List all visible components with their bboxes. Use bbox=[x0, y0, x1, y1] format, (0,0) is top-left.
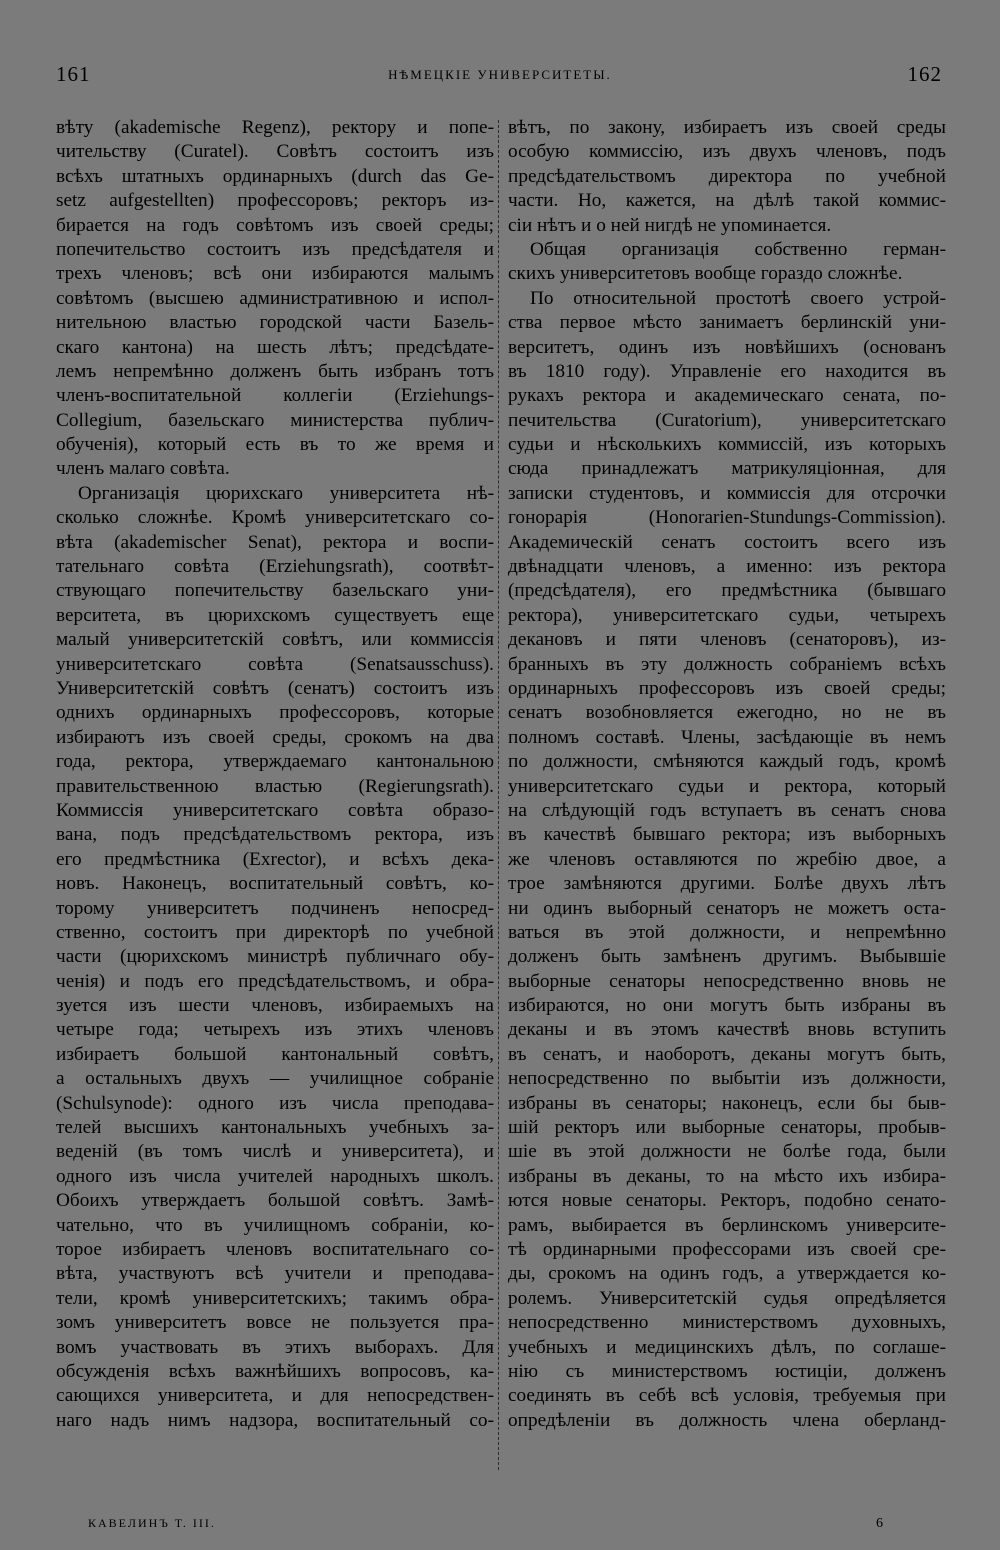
text-line: веденій (въ томъ числѣ и университета), и bbox=[56, 1141, 494, 1163]
text-line: правительственною властью (Regierungsrath). bbox=[56, 775, 494, 797]
text-line: Обоихъ утверждаетъ большой совѣтъ. Замѣ- bbox=[56, 1190, 494, 1212]
text-line: соединять въ себѣ всѣ условія, требуемыя при bbox=[508, 1385, 946, 1407]
text-line: нительною властью городской части Базель- bbox=[56, 312, 494, 334]
text-line: лемъ непремѣнно долженъ быть избранъ тотъ bbox=[56, 360, 494, 382]
running-title: НѢМЕЦКІЕ УНИВЕРСИТЕТЫ. bbox=[388, 67, 612, 82]
text-line: избраны въ сенаторы; наконецъ, если бы быв- bbox=[508, 1092, 946, 1114]
text-line: setz aufgestellten) профессоровъ; ректоръ из- bbox=[56, 190, 494, 212]
text-line: обученія), который есть въ то же время и bbox=[56, 434, 494, 456]
text-line: на слѣдующій годъ вступаетъ въ сенатъ снова bbox=[508, 799, 946, 821]
text-line: трое замѣняются другими. Болѣе двухъ лѣтъ bbox=[508, 873, 946, 895]
text-line: въ сенатъ, и наоборотъ, деканы могутъ быть, bbox=[508, 1043, 946, 1065]
text-line: шіе въ этой должности не болѣе года, были bbox=[508, 1141, 946, 1163]
text-line: въ качествѣ бывшаго ректора; изъ выборныхъ bbox=[508, 824, 946, 846]
text-line: чительству (Curatel). Совѣтъ состоитъ изъ bbox=[56, 141, 494, 163]
text-line: зуется изъ шести членовъ, избираемыхъ на bbox=[56, 995, 494, 1017]
text-line: двѣнадцати членовъ, а именно: изъ ректора bbox=[508, 556, 946, 578]
text-line: сюда принадлежатъ матрикуляціонная, для bbox=[508, 458, 946, 480]
text-line: сающихся университета, и для непосредствен- bbox=[56, 1385, 494, 1407]
text-line: Коммиссія университетскаго совѣта образо- bbox=[56, 799, 494, 821]
text-line: полномъ составѣ. Члены, засѣдающіе въ немъ bbox=[508, 726, 946, 748]
text-line: его предмѣстника (Exrector), и всѣхъ дека- bbox=[56, 848, 494, 870]
text-line: всѣхъ штатныхъ ординарныхъ (durch das Ge- bbox=[56, 165, 494, 187]
text-line: верситета, въ цюрихскомъ существуетъ еще bbox=[56, 604, 494, 626]
text-line: нію съ министерствомъ юстиціи, долженъ bbox=[508, 1360, 946, 1382]
text-line: тательнаго совѣта (Erziehungsrath), соотвѣт- bbox=[56, 556, 494, 578]
right-text-column bbox=[508, 116, 946, 1433]
text-line: совѣтомъ (высшею административною и испол- bbox=[56, 287, 494, 309]
text-line: опредѣленіи въ должность члена оберланд- bbox=[508, 1409, 946, 1431]
text-line: части (цюрихскомъ министрѣ публичнаго обу- bbox=[56, 946, 494, 968]
text-line: предсѣдательствомъ директора по учебной bbox=[508, 165, 946, 187]
text-line: учебныхъ и медицинскихъ дѣлъ, по соглаше- bbox=[508, 1336, 946, 1358]
text-line: ваться въ этой должности, и непремѣнно bbox=[508, 921, 946, 943]
page-number-left: 161 bbox=[56, 62, 91, 86]
text-line: однихъ ординарныхъ профессоровъ, которые bbox=[56, 702, 494, 724]
text-line: сколько сложнѣе. Кромѣ университетскаго со- bbox=[56, 507, 494, 529]
text-line: обсужденія всѣхъ важнѣйшихъ вопросовъ, ка- bbox=[56, 1360, 494, 1382]
text-line: ственно, состоитъ при директорѣ по учебной bbox=[56, 921, 494, 943]
text-line: университетскаго совѣта (Senatsausschuss). bbox=[56, 653, 494, 675]
text-line: вѣту (akademische Regenz), ректору и попе- bbox=[56, 117, 494, 138]
text-line: рукахъ ректора и академическаго сената, по- bbox=[508, 385, 946, 407]
text-line: (Schulsynode): одного изъ числа преподава- bbox=[56, 1092, 494, 1114]
text-line: (предсѣдателя), его предмѣстника (бывшаго bbox=[508, 580, 946, 602]
text-line: сіи нѣтъ и о ней нигдѣ не упоминается. bbox=[508, 214, 832, 236]
text-line: декановъ и пяти членовъ (сенаторовъ), из- bbox=[508, 629, 946, 651]
text-line: бранныхъ въ эту должность собраніемъ всѣхъ bbox=[508, 653, 946, 675]
text-line: ченія) и подъ его предсѣдательствомъ, и обра- bbox=[56, 970, 494, 992]
text-line: одного изъ числа учителей народныхъ школъ. bbox=[56, 1165, 494, 1187]
text-line: тѣ ординарными профессорами изъ своей сре- bbox=[508, 1238, 946, 1260]
text-line: избраны въ деканы, то на мѣсто ихъ избира- bbox=[508, 1165, 946, 1187]
text-line: гонорарія (Honorarien-Stundungs-Commission). bbox=[508, 507, 946, 529]
text-line: въ 1810 году). Управленіе его находится въ bbox=[508, 360, 946, 382]
left-text-column bbox=[56, 116, 494, 1433]
text-line: Collegium, базельскаго министерства публич- bbox=[56, 409, 494, 431]
text-line: деканы и въ этомъ качествѣ вновь вступить bbox=[508, 1019, 946, 1041]
text-line: непосредственно по выбытіи изъ должности, bbox=[508, 1068, 946, 1090]
text-line: избираются, но они могутъ быть избраны въ bbox=[508, 995, 946, 1017]
text-line: ординарныхъ профессоровъ изъ своей среды; bbox=[508, 677, 946, 699]
text-line: По относительной простотѣ своего устрой- bbox=[530, 287, 946, 309]
text-line: зомъ университетъ вовсе не пользуется пра- bbox=[56, 1312, 494, 1334]
text-line: тели, кромѣ университетскихъ; такимъ обра- bbox=[56, 1287, 494, 1309]
text-line: долженъ быть замѣненъ другимъ. Выбывшіе bbox=[508, 946, 946, 968]
text-line: торому университетъ подчиненъ непосред- bbox=[56, 897, 494, 919]
text-line: ствующаго попечительству базельскаго уни- bbox=[56, 580, 494, 602]
text-line: Организація цюрихскаго университета нѣ- bbox=[78, 482, 494, 504]
text-line: Общая организація собственно герман- bbox=[530, 238, 946, 260]
text-line: наго надъ нимъ надзора, воспитательный со- bbox=[56, 1409, 494, 1431]
footer-signature: КАВЕЛИНЪ Т. III. bbox=[88, 1516, 216, 1530]
text-line: избираетъ большой кантональный совѣтъ, bbox=[56, 1043, 494, 1065]
text-line: скаго кантона) на шесть лѣтъ; предсѣдате- bbox=[56, 336, 494, 358]
text-line: записки студентовъ, и коммиссія для отсрочки bbox=[508, 482, 946, 504]
text-line: вѣтъ, по закону, избираетъ изъ своей среды bbox=[508, 117, 946, 138]
text-line: Университетскій совѣтъ (сенатъ) состоитъ изъ bbox=[56, 677, 494, 699]
text-line: же членовъ оставляются по жребію двое, а bbox=[508, 848, 946, 870]
text-line: ролемъ. Университетскій судья опредѣляется bbox=[508, 1287, 946, 1309]
text-line: вѣта, участвуютъ всѣ учители и преподава- bbox=[56, 1263, 494, 1285]
text-line: четыре года; четырехъ изъ этихъ членовъ bbox=[56, 1019, 494, 1041]
text-line: ни одинъ выборный сенаторъ не можетъ оста- bbox=[508, 897, 946, 919]
text-line: особую коммиссію, изъ двухъ членовъ, подъ bbox=[508, 141, 946, 163]
text-line: сенатъ возобновляется ежегодно, но не въ bbox=[508, 702, 946, 724]
text-line: университетскаго судьи и ректора, который bbox=[508, 775, 946, 797]
text-line: вѣта (akademischer Senat), ректора и воспи- bbox=[56, 531, 494, 553]
text-line: ства первое мѣсто занимаетъ берлинскій уни- bbox=[508, 312, 946, 334]
text-line: части. Но, кажется, на дѣлѣ такой коммис- bbox=[508, 190, 946, 212]
text-line: скихъ университетовъ вообще гораздо сложнѣе. bbox=[508, 263, 903, 285]
text-line: Академическій сенатъ состоитъ всего изъ bbox=[508, 531, 946, 553]
text-line: вана, подъ предсѣдательствомъ ректора, изъ bbox=[56, 824, 494, 846]
text-line: по должности, смѣняются каждый годъ, кромѣ bbox=[508, 751, 946, 773]
text-line: судьи и нѣсколькихъ коммиссій, изъ которыхъ bbox=[508, 434, 946, 456]
text-line: вомъ участвовать въ этихъ выборахъ. Для bbox=[56, 1336, 494, 1358]
text-line: членъ-воспитательной коллегіи (Erziehungs- bbox=[56, 385, 494, 407]
text-line: верситетъ, одинъ изъ новѣйшихъ (основанъ bbox=[508, 336, 946, 358]
text-line: чательно, что въ училищномъ собраніи, ко- bbox=[56, 1214, 494, 1236]
text-line: ректора), университетскаго судьи, четырехъ bbox=[508, 604, 946, 626]
text-line: членъ малаго совѣта. bbox=[56, 458, 230, 480]
text-line: торое избираетъ членовъ воспитательнаго со- bbox=[56, 1238, 494, 1260]
text-line: шій ректоръ или выборные сенаторы, пробыв- bbox=[508, 1117, 946, 1139]
text-line: избираютъ изъ своей среды, срокомъ на два bbox=[56, 726, 494, 748]
page-number-right: 162 bbox=[907, 62, 942, 86]
text-line: а остальныхъ двухъ — училищное собраніе bbox=[56, 1068, 494, 1090]
text-line: трехъ членовъ; всѣ они избираются малымъ bbox=[56, 263, 494, 285]
text-line: телей высшихъ кантональныхъ учебныхъ за- bbox=[56, 1117, 494, 1139]
text-line: малый университетскій совѣтъ, или коммиссія bbox=[56, 629, 494, 651]
text-line: попечительство состоитъ изъ предсѣдателя и bbox=[56, 238, 494, 260]
column-divider bbox=[498, 120, 499, 1470]
footer-sheet-number: 6 bbox=[876, 1516, 885, 1531]
text-line: рамъ, выбирается въ берлинскомъ университе- bbox=[508, 1214, 946, 1236]
text-line: бирается на годъ совѣтомъ изъ своей среды; bbox=[56, 214, 494, 236]
text-line: новъ. Наконецъ, воспитательный совѣтъ, ко- bbox=[56, 873, 494, 895]
text-line: печительства (Curatorium), университетскаго bbox=[508, 409, 946, 431]
text-line: года, ректора, утверждаемаго кантональною bbox=[56, 751, 494, 773]
text-line: ды, срокомъ на одинъ годъ, а утверждается ко- bbox=[508, 1263, 946, 1285]
text-line: ются новые сенаторы. Ректоръ, подобно сенато- bbox=[508, 1190, 946, 1212]
text-line: непосредственно министерствомъ духовныхъ, bbox=[508, 1312, 946, 1334]
text-line: выборные сенаторы непосредственно вновь не bbox=[508, 970, 946, 992]
